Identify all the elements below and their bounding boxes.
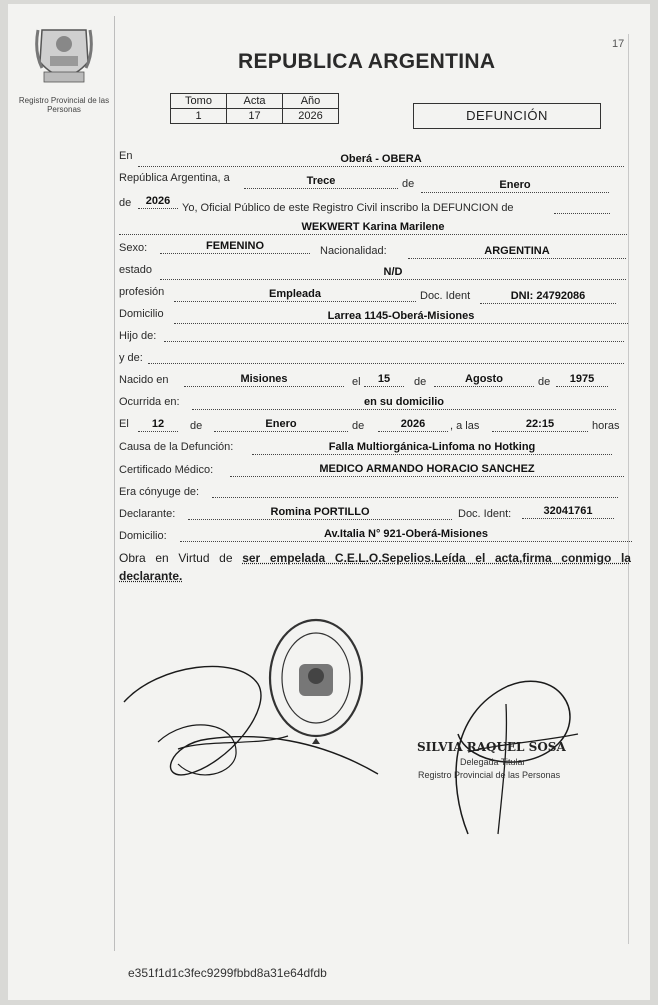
lugar-value: Oberá - OBERA — [138, 152, 624, 167]
def-anio-value: 2026 — [378, 417, 448, 432]
declarante-label: Declarante: — [119, 508, 176, 520]
right-margin-line — [628, 34, 629, 944]
dia-value: Trece — [244, 174, 398, 189]
dotted-line — [164, 329, 624, 342]
conyuge-label: Era cónyuge de: — [119, 486, 200, 498]
domicilio2-label: Domicilio: — [119, 530, 167, 542]
document-hash: e351f1d1c3fec9299fbbd8a31e64dfdb — [128, 966, 327, 980]
en-label: En — [119, 150, 133, 162]
doc-ident-value: DNI: 24792086 — [480, 289, 616, 304]
horas-label: horas — [592, 420, 620, 432]
nac-mes-value: Agosto — [434, 372, 534, 387]
tomo-acta-table — [170, 93, 339, 124]
obra-text: ser empelada C.E.L.O.Sepelios.Leída el acta,firma conmigo la declarante. — [119, 551, 631, 583]
dotted-line — [212, 485, 618, 498]
sexo-value: FEMENINO — [160, 239, 310, 254]
nacionalidad-label: Nacionalidad: — [320, 245, 387, 257]
nac-dia-value: 15 — [364, 372, 404, 387]
domicilio2-value: Av.Italia N° 921-Oberá-Misiones — [180, 527, 632, 542]
doc-type-box: DEFUNCIÓN — [413, 103, 601, 129]
de-label: de — [190, 420, 203, 432]
doc-ident-label: Doc. Ident — [420, 290, 471, 302]
coat-of-arms-icon — [34, 22, 94, 92]
estado-label: estado — [119, 264, 153, 276]
acta-header: Acta — [227, 94, 283, 109]
official-role: Delegada Titular — [460, 757, 526, 767]
republica-label: República Argentina, a — [119, 172, 230, 184]
de-label: de — [119, 197, 132, 209]
hijo-label: Hijo de: — [119, 330, 157, 342]
yde-label: y de: — [119, 352, 143, 364]
acta-value: 17 — [227, 109, 283, 124]
obra-label: Obra en Virtud de — [119, 551, 233, 565]
registro-seal — [261, 616, 371, 746]
doc-ident2-label: Doc. Ident: — [458, 508, 512, 520]
def-mes-value: Enero — [214, 417, 348, 432]
sexo-label: Sexo: — [119, 242, 148, 254]
el-label: El — [119, 418, 129, 430]
domicilio-value: Larrea 1145-Oberá-Misiones — [174, 309, 628, 324]
official-registro: Registro Provincial de las Personas — [418, 770, 561, 780]
causa-value: Falla Multiorgánica-Linfoma no Hotking — [252, 440, 612, 455]
def-dia-value: 12 — [138, 417, 178, 432]
alas-label: , a las — [450, 420, 480, 432]
declarante-value: Romina PORTILLO — [188, 505, 452, 520]
nacido-label: Nacido en — [119, 374, 169, 386]
profesion-value: Empleada — [174, 287, 416, 302]
ocurrida-value: en su domicilio — [192, 395, 616, 410]
ocurrida-label: Ocurrida en: — [119, 396, 180, 408]
doc-ident2-value: 32041761 — [522, 504, 614, 519]
mes-value: Enero — [421, 178, 609, 193]
domicilio-label: Domicilio — [119, 308, 164, 320]
obra-paragraph — [119, 549, 631, 585]
de-label: de — [538, 376, 551, 388]
page-title: REPUBLICA ARGENTINA — [238, 50, 496, 73]
el-label: el — [352, 376, 361, 388]
dotted-line — [148, 351, 624, 364]
hora-value: 22:15 — [492, 417, 588, 432]
dotted-line — [554, 201, 610, 214]
nombre-value: WEKWERT Karina Marilene — [119, 220, 627, 235]
nacido-en-value: Misiones — [184, 372, 344, 387]
de-label: de — [402, 178, 415, 190]
estado-value: N/D — [160, 265, 626, 280]
anio-value: 2026 — [283, 109, 339, 124]
de-label: de — [414, 376, 427, 388]
nac-anio-value: 1975 — [556, 372, 608, 387]
oficial-text: Yo, Oficial Público de este Registro Civil inscribo la DEFUNCION de — [182, 202, 514, 214]
tomo-header: Tomo — [171, 94, 227, 109]
certificate-page — [8, 4, 650, 1000]
certificado-value: MEDICO ARMANDO HORACIO SANCHEZ — [230, 462, 624, 477]
nacionalidad-value: ARGENTINA — [408, 244, 626, 259]
margin-line — [114, 16, 115, 951]
de-label: de — [352, 420, 365, 432]
anio-value: 2026 — [138, 194, 178, 209]
profesion-label: profesión — [119, 286, 165, 298]
causa-label: Causa de la Defunción: — [119, 441, 234, 453]
certificado-label: Certificado Médico: — [119, 464, 214, 476]
tomo-value: 1 — [171, 109, 227, 124]
official-name: SILVIA RAQUEL SOSA — [417, 740, 566, 754]
page-number: 17 — [612, 38, 625, 50]
registro-label: Registro Provincial de las Personas — [18, 96, 110, 114]
anio-header: Año — [283, 94, 339, 109]
